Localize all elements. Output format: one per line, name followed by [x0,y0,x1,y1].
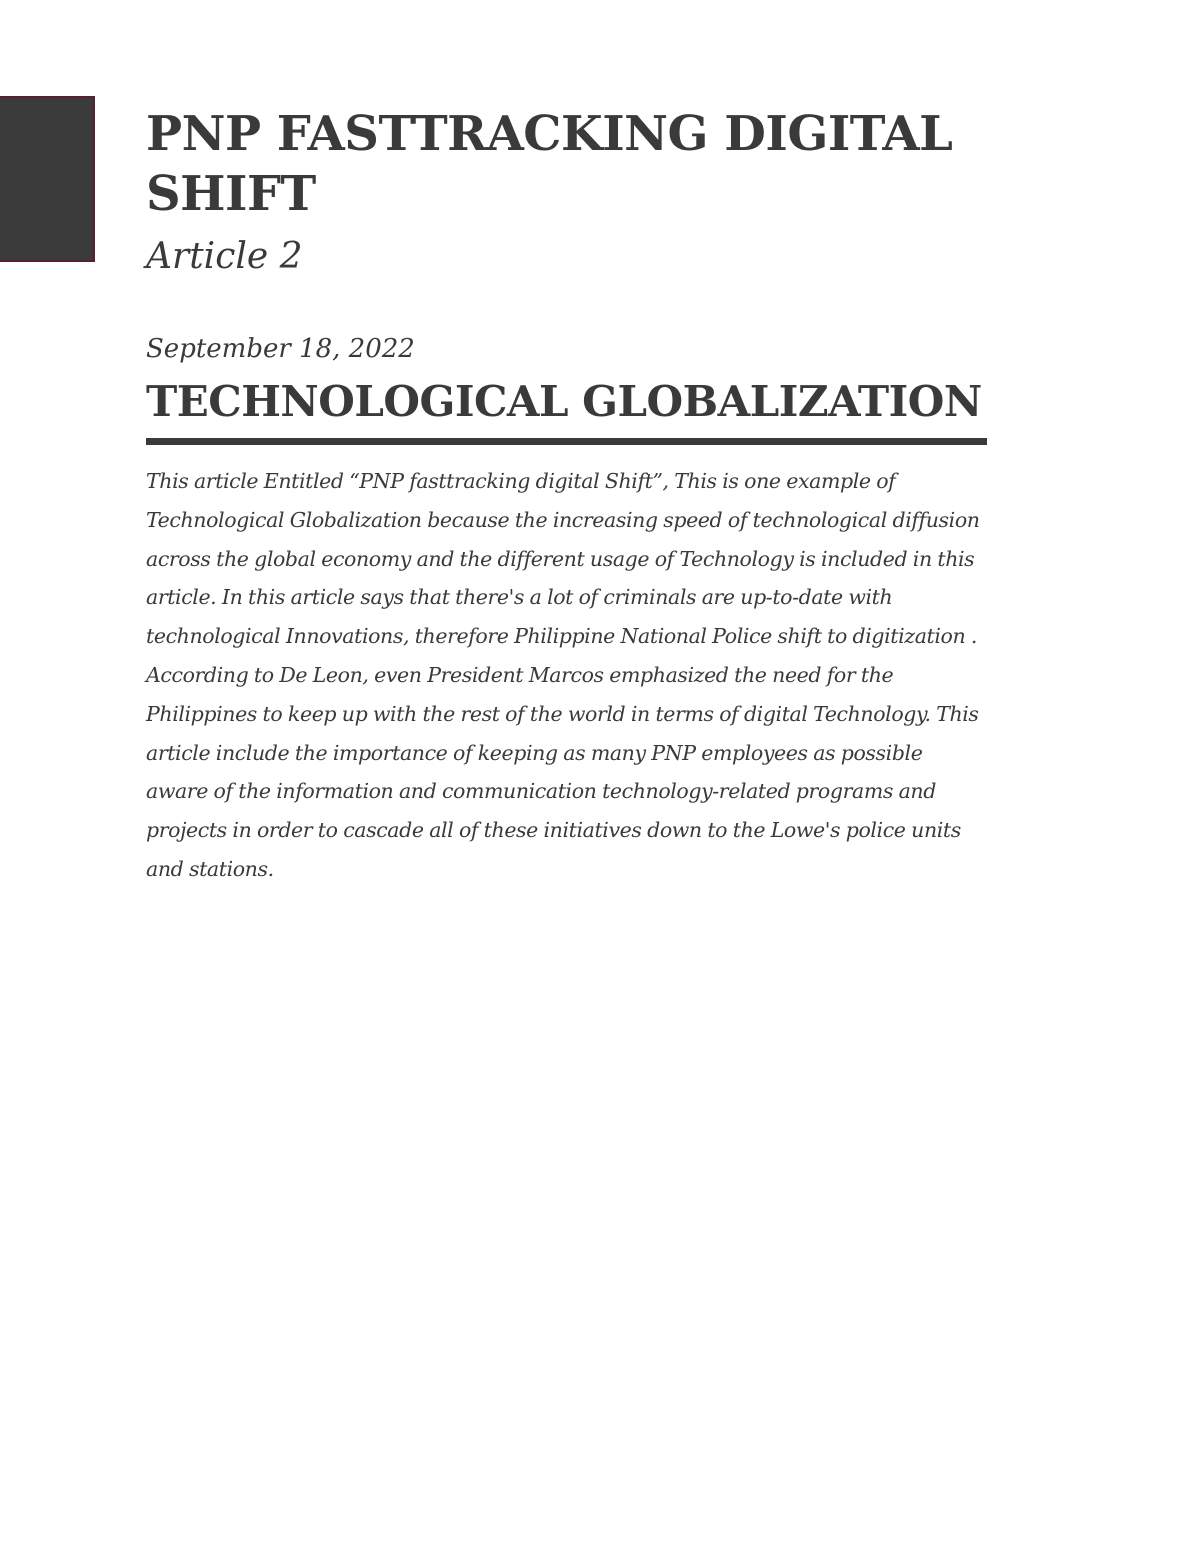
document-subtitle: Article 2 [146,236,303,277]
document-date: September 18, 2022 [146,334,415,364]
body-paragraph: This article Entitled “PNP fasttracking digital Shift”, This is one example of Technological Globalization because the increasing speed of technological diffusion across the global economy and the different usage of Technology is included in this article. In this article says that there's a lot of criminals are up-to-date with technological Innovations, therefore Philippine National Police shift to digitization . According to De Leon, even President Marcos emphasized the need for the Philippines to keep up with the rest of the world in terms of digital Technology. This article include the importance of keeping as many PNP employees as possible aware of the information and communication technology-related programs and projects in order to cascade all of these initiatives down to the Lowe's police units and stations. [146,469,980,881]
section-heading: TECHNOLOGICAL GLOBALIZATION [146,377,982,426]
accent-block [0,96,95,262]
document-title: PNP FASTTRACKING DIGITAL SHIFT [146,106,953,222]
heading-divider [146,438,987,445]
